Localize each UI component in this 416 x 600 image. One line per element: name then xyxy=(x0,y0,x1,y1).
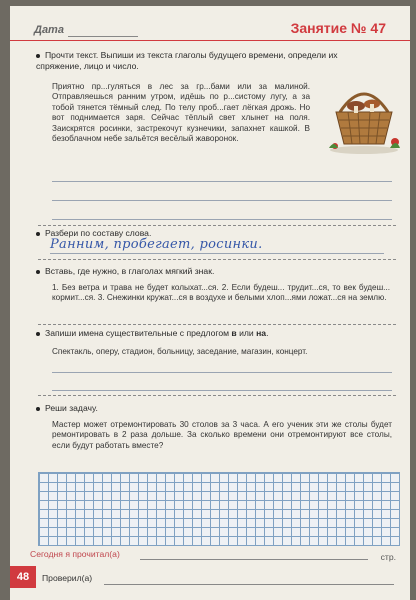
checked-by-line[interactable] xyxy=(104,584,394,585)
solution-grid[interactable] xyxy=(38,472,400,546)
task3-instruction: Вставь, где нужно, в глаголах мягкий знак. xyxy=(36,266,214,277)
section-divider xyxy=(38,324,396,325)
date-input-line[interactable] xyxy=(68,36,138,37)
preposition-v: в xyxy=(231,328,237,338)
read-today-line[interactable] xyxy=(140,559,368,560)
answer-line[interactable] xyxy=(50,253,384,254)
task1-passage: Приятно пр...гуляться в лес за гр...бами или за малиной. Отправляешься ранним утром, идёшь по р...систому лугу, а за тобой тянется тёмный след. По телу проб...гает лёгкая дрожь. Но вот поднимается заря. Сейчас тёплый свет хлынет на поля. Заискрятся росинки, застрекочут кузнечики, запахнет кашкой. В безоблачном небе зальётся весёлый жаворонок. xyxy=(52,82,310,144)
bullet-icon xyxy=(36,332,40,336)
task1-instruction: Прочти текст. Выпиши из текста глаголы будущего времени, определи их спряжение, лицо и число. xyxy=(36,50,338,71)
lesson-title: Занятие № 47 xyxy=(290,20,386,36)
checked-by-label: Проверил(а) xyxy=(42,573,93,583)
bullet-icon xyxy=(36,54,40,58)
section-divider xyxy=(38,395,396,396)
answer-line[interactable] xyxy=(52,181,392,182)
answer-line[interactable] xyxy=(52,372,392,373)
mushroom-basket-illustration xyxy=(326,82,402,156)
pages-abbr: стр. xyxy=(380,552,396,562)
section-divider xyxy=(38,225,396,226)
answer-line[interactable] xyxy=(52,219,392,220)
task2-instruction: Разбери по составу слова. xyxy=(36,228,151,239)
read-today-label: Сегодня я прочитал(а) xyxy=(30,549,120,559)
task3-text: 1. Без ветра и трава не будет колыхат...ся. 2. Если будеш... трудит...ся, то век будеш... кормит...ся. 3. Снежинки кружат...ся в воздухе и белыми хлоп...ями ложат...ся на землю. xyxy=(52,283,390,303)
preposition-na: на xyxy=(256,328,267,338)
task4-words: Спектакль, оперу, стадион, больницу, заседание, магазин, концерт. xyxy=(52,347,308,356)
answer-line[interactable] xyxy=(52,390,392,391)
task5-instruction: Реши задачу. xyxy=(36,403,98,414)
handwritten-words: Ранним, пробегает, росинки. xyxy=(50,237,263,252)
header-rule xyxy=(10,40,410,41)
date-label: Дата xyxy=(34,24,64,36)
section-divider xyxy=(38,259,396,260)
workbook-page xyxy=(10,6,410,600)
page-number: 48 xyxy=(10,566,36,588)
task4-instruction: Запиши имена существительные с предлогом в или на. xyxy=(36,328,268,339)
page-header xyxy=(10,6,410,40)
bullet-icon xyxy=(36,270,40,274)
task5-problem: Мастер может отремонтировать 30 столов за 3 часа. А его ученик эти же столы будет ремонтировать в 2 раза дольше. За сколько времени они отремонтируют все столы, если будут работать вместе? xyxy=(52,420,392,450)
bullet-icon xyxy=(36,232,40,236)
answer-line[interactable] xyxy=(52,200,392,201)
bullet-icon xyxy=(36,407,40,411)
